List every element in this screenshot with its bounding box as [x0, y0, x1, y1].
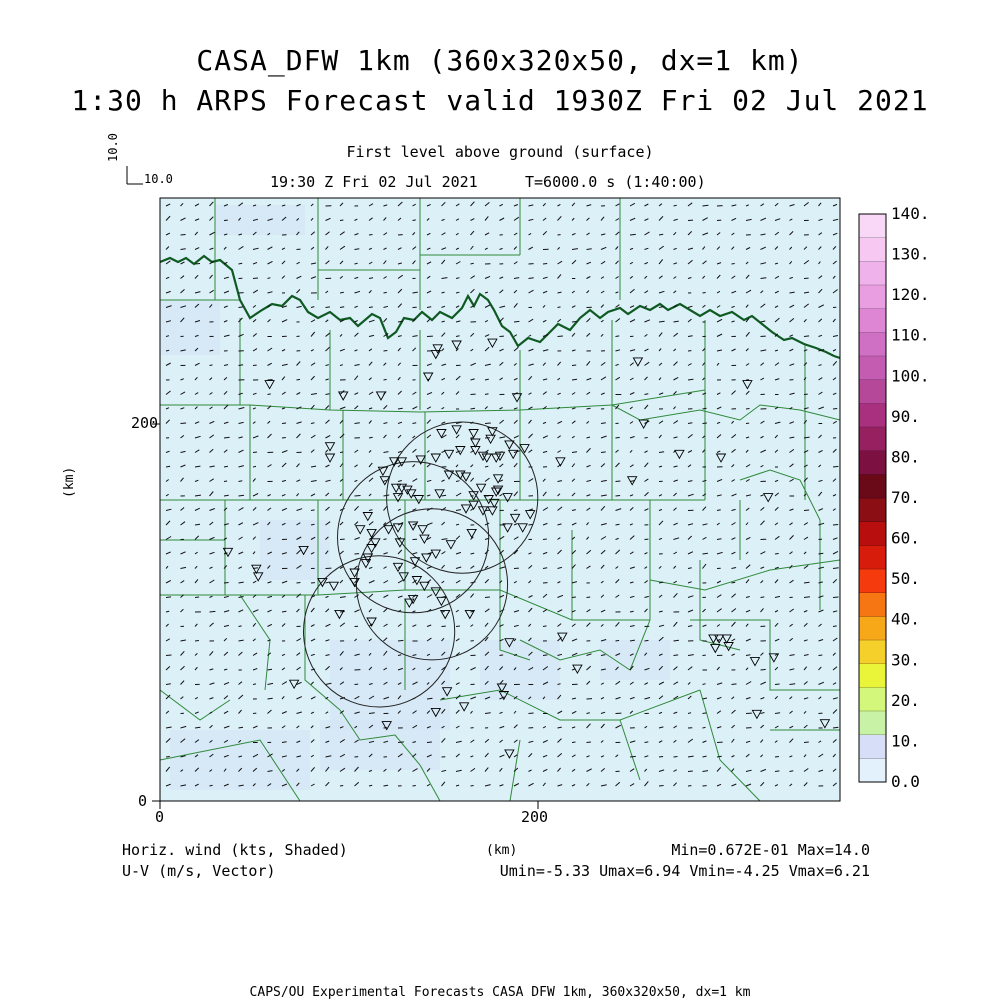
wind-vector [659, 757, 663, 758]
wind-vector [717, 539, 721, 540]
wind-vector [761, 597, 765, 598]
wind-vector [833, 597, 839, 598]
wind-vector [297, 583, 301, 584]
wind-vector [775, 757, 779, 758]
colorbar-label: 40. [891, 609, 920, 629]
wind-vector [253, 684, 256, 685]
colorbar-label: 120. [891, 285, 930, 305]
wind-vector [398, 655, 401, 656]
wind-vector [543, 568, 547, 569]
wind-vector [819, 655, 823, 656]
colorbar-bin [859, 711, 886, 735]
wind-vector [688, 771, 693, 772]
wind-vector [413, 220, 416, 221]
colorbar-label: 0.0 [891, 772, 920, 791]
forecast-time-label: T=6000.0 s (1:40:00) [525, 173, 706, 191]
wind-vector [804, 510, 809, 511]
wind-vector [804, 742, 809, 743]
colorbar-bin [859, 356, 886, 380]
colorbar-label: 110. [891, 325, 930, 345]
wind-vector [616, 496, 621, 497]
y-tick-0: 0 [138, 792, 148, 810]
wind-vector [369, 278, 373, 279]
colorbar-bin [859, 545, 886, 569]
ref-vector-horizontal-label: 10.0 [144, 172, 173, 186]
wind-vector [616, 524, 620, 525]
wind-vector [543, 264, 547, 265]
wind-vector [442, 495, 447, 496]
wind-vector [485, 466, 488, 467]
wind-vector [166, 655, 172, 656]
colorbar-bin [859, 451, 886, 475]
wind-vector [340, 452, 343, 453]
shade-patch [170, 730, 310, 790]
wind-vector [543, 539, 547, 540]
wind-vector [529, 713, 534, 714]
wind-vector [485, 423, 491, 424]
wind-vector [630, 756, 636, 757]
wind-vector [485, 597, 490, 598]
footer-credit: CAPS/OU Experimental Forecasts CASA DFW 1km, 360x320x50, dx=1 km [249, 985, 751, 1000]
wind-vector [340, 611, 345, 612]
wind-vector [703, 423, 707, 424]
colorbar-label: 20. [891, 690, 920, 710]
wind-vector [210, 350, 214, 351]
wind-vector [268, 394, 271, 395]
wind-vector [659, 234, 663, 235]
wind-vector [659, 452, 664, 453]
wind-vector [355, 496, 361, 497]
wind-vector [645, 438, 648, 439]
wind-vector [384, 292, 387, 293]
colorbar-bin [859, 309, 886, 333]
wind-vector [311, 524, 315, 525]
ref-vector-vertical-label: 10.0 [106, 133, 120, 162]
wind-vector [775, 684, 780, 685]
min-max-stats: Min=0.672E-01 Max=14.0 [671, 841, 870, 859]
valid-time-label: 19:30 Z Fri 02 Jul 2021 [270, 173, 478, 191]
wind-vector [558, 307, 561, 308]
wind-vector [572, 597, 576, 598]
wind-vector [645, 742, 649, 743]
wind-vector [703, 727, 706, 728]
wind-vector [398, 321, 403, 322]
y-axis-unit: (km) [62, 466, 77, 498]
colorbar-label: 90. [891, 406, 920, 426]
shade-patch [160, 300, 220, 355]
wind-vector [616, 481, 621, 482]
wind-vector [355, 263, 358, 264]
shade-patch [215, 205, 305, 235]
wind-vector [485, 394, 489, 395]
wind-vector [224, 583, 229, 584]
wind-vector [630, 234, 636, 235]
wind-vector [427, 307, 431, 308]
wind-vector [166, 466, 170, 467]
wind-vector [558, 336, 563, 337]
wind-vector [572, 365, 576, 366]
colorbar-label: 80. [891, 447, 920, 467]
wind-vector [833, 568, 839, 569]
wind-vector [645, 640, 649, 641]
wind-vector [775, 554, 779, 555]
wind-vector [340, 220, 343, 221]
chart-title-line1: CASA_DFW 1km (360x320x50, dx=1 km) [196, 44, 804, 77]
colorbar-label: 130. [891, 244, 930, 264]
wind-vector [210, 365, 213, 366]
wind-vector [181, 423, 187, 424]
wind-vector [340, 292, 344, 293]
wind-vector [500, 655, 504, 656]
colorbar-bin [859, 498, 886, 522]
wind-vector [732, 582, 736, 583]
uv-stats: Umin=-5.33 Umax=6.94 Vmin=-4.25 Vmax=6.21 [499, 862, 870, 880]
wind-vector [833, 525, 838, 526]
x-tick-0: 0 [155, 808, 165, 826]
wind-vector [297, 379, 301, 380]
wind-vector [587, 597, 591, 598]
colorbar-bin [859, 261, 886, 285]
wind-vector [340, 786, 343, 787]
wind-vector [413, 786, 416, 787]
wind-vector [166, 757, 170, 758]
wind-vector [224, 481, 227, 482]
wind-vector [369, 785, 372, 786]
wind-vector [833, 466, 838, 467]
colorbar-bin [859, 380, 886, 404]
wind-vector [674, 640, 679, 641]
wind-vector [616, 336, 620, 337]
wind-vector [384, 379, 387, 380]
colorbar-bin [859, 238, 886, 262]
wind-vector [210, 611, 216, 612]
legend-shaded-label: Horiz. wind (kts, Shaded) [122, 841, 348, 859]
wind-vector [746, 655, 750, 656]
colorbar-bin [859, 474, 886, 498]
wind-vector [239, 263, 243, 264]
wind-vector [514, 321, 519, 322]
wind-vector [166, 611, 169, 612]
colorbar-bin [859, 569, 886, 593]
wind-vector [572, 322, 577, 323]
wind-vector [195, 641, 199, 642]
wind-vector [732, 264, 735, 265]
wind-vector [282, 423, 286, 424]
colorbar-bin [859, 214, 886, 238]
wind-vector [181, 235, 186, 236]
wind-vector [572, 742, 576, 743]
colorbar-bin [859, 687, 886, 711]
wind-vector [587, 742, 591, 743]
colorbar-bin [859, 593, 886, 617]
wind-vector [369, 307, 373, 308]
colorbar-bin [859, 403, 886, 427]
wind-vector [471, 263, 474, 264]
wind-vector [703, 293, 706, 294]
wind-vector [587, 713, 590, 714]
wind-vector [224, 437, 230, 438]
level-subtitle: First level above ground (surface) [346, 143, 654, 161]
wind-vector [253, 452, 257, 453]
chart-title-line2: 1:30 h ARPS Forecast valid 1930Z Fri 02 Jul 2021 [71, 84, 929, 117]
wind-vector [616, 437, 620, 438]
wind-vector [471, 786, 474, 787]
legend-vector-label: U-V (m/s, Vector) [122, 862, 276, 880]
colorbar-label: 60. [891, 528, 920, 548]
wind-vector [732, 684, 737, 685]
colorbar-bin [859, 332, 886, 356]
wind-vector [833, 626, 837, 627]
colorbar-bin [859, 522, 886, 546]
wind-vector [413, 423, 417, 424]
wind-vector [456, 626, 460, 627]
wind-vector [761, 669, 766, 670]
colorbar-bin [859, 664, 886, 688]
wind-vector [543, 626, 547, 627]
wind-vector [195, 264, 200, 265]
wind-vector [746, 409, 750, 410]
wind-vector [384, 785, 389, 786]
wind-vector [311, 423, 314, 424]
wind-vector [804, 336, 809, 337]
wind-vector [674, 655, 679, 656]
wind-vector [384, 539, 387, 540]
colorbar-bin [859, 285, 886, 309]
ref-vector-icon [127, 166, 143, 184]
wind-vector [326, 394, 330, 395]
wind-vector [398, 640, 403, 641]
colorbar-bin [859, 758, 886, 782]
wind-vector [543, 655, 547, 656]
colorbar-label: 10. [891, 731, 920, 751]
shade-patch [260, 520, 330, 580]
colorbar-label: 70. [891, 488, 920, 507]
wind-vector [195, 597, 199, 598]
wind-vector [398, 742, 404, 743]
wind-vector [195, 524, 200, 525]
wind-vector [514, 510, 518, 511]
colorbar-label: 30. [891, 650, 920, 670]
wind-vector [239, 626, 242, 627]
wind-vector [166, 684, 171, 685]
wind-vector [282, 438, 286, 439]
colorbar-bin [859, 640, 886, 664]
wind-vector [587, 249, 592, 250]
wind-vector [659, 786, 664, 787]
colorbar [859, 204, 930, 791]
wind-vector [703, 713, 707, 714]
wind-vector [601, 452, 606, 453]
colorbar-bin [859, 735, 886, 759]
wind-vector [442, 539, 448, 540]
wind-vector [369, 235, 373, 236]
wind-vector [384, 351, 388, 352]
colorbar-label: 140. [891, 204, 930, 223]
colorbar-label: 100. [891, 366, 930, 386]
wind-vector [326, 307, 331, 308]
wind-vector [833, 409, 837, 410]
colorbar-label: 50. [891, 569, 920, 589]
wind-vector [616, 640, 620, 641]
shade-patch [320, 720, 440, 770]
wind-vector [688, 379, 693, 380]
colorbar-bin [859, 616, 886, 640]
y-tick-200: 200 [131, 414, 159, 432]
wind-vector [775, 771, 779, 772]
x-axis-unit: (km) [486, 843, 518, 858]
wind-vector [210, 785, 213, 786]
colorbar-bin [859, 427, 886, 451]
wind-vector [311, 510, 315, 511]
wind-vector [398, 408, 403, 409]
wind-vector [253, 278, 258, 279]
wind-vector [253, 466, 256, 467]
wind-vector [166, 597, 171, 598]
wind-vector [239, 307, 244, 308]
wind-vector [674, 757, 678, 758]
wind-vector [790, 684, 796, 685]
wind-vector [427, 742, 432, 743]
x-tick-200: 200 [521, 808, 549, 826]
shade-patch [600, 640, 670, 680]
